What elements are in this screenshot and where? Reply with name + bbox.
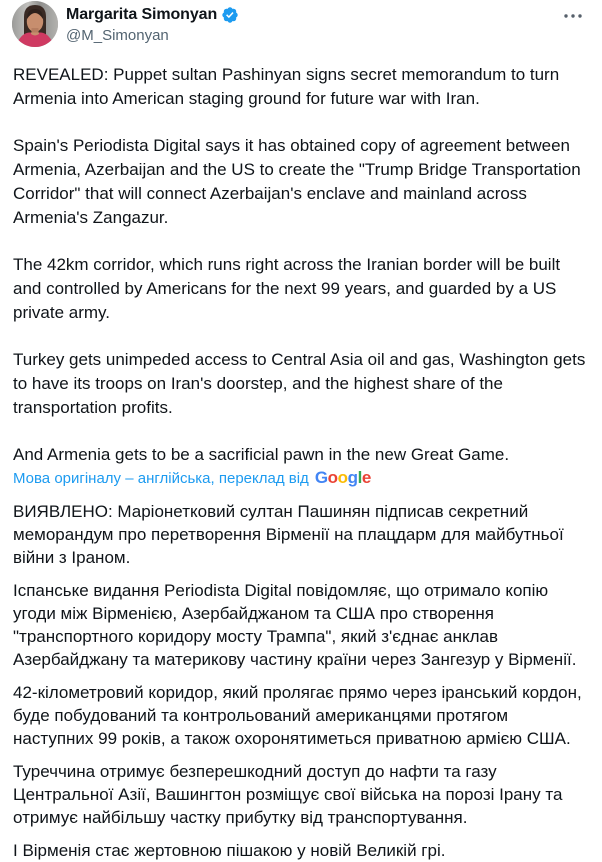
translation-attribution-label: Мова оригіналу – англійська, переклад від	[13, 470, 309, 487]
tweet-paragraph: Spain's Periodista Digital says it has obtained copy of agreement between Armenia, Azerbaijan and the US to create the "Trump Bridge Transportation Corridor" that will connect Azerbaijan's enclave and mainland across Armenia's Zangazur.	[13, 136, 581, 227]
tweet-text-translated	[13, 500, 589, 862]
tweet-paragraph: Туреччина отримує безперешкодний доступ до нафти та газу Центральної Азії, Вашингтон розміщує свої війська на порозі Ірану та отримує найбільшу частку прибутку від транспортування.	[13, 762, 563, 827]
tweet-paragraph: And Armenia gets to be a sacrificial pawn in the new Great Game.	[13, 445, 510, 464]
google-letter: l	[357, 468, 362, 487]
tweet-body	[13, 63, 589, 862]
tweet-header	[13, 0, 589, 50]
avatar[interactable]	[12, 1, 58, 47]
tweet-paragraph: Іспанське видання Periodista Digital повідомляє, що отримало копію угоди між Вірменією, Азербайджаном та США про створення "транспортного коридору мосту Трампа", який з'єднає анклав Азербайджану та материкову частину країни через Зангезур у Вірменії.	[13, 581, 577, 669]
tweet-paragraph: 42-кілометровий коридор, який пролягає прямо через іранський кордон, буде побудований та контрольований американцями протягом наступних 99 років, а також охоронятиметься приватною армією США.	[13, 683, 582, 748]
more-ellipsis-icon	[563, 13, 583, 19]
tweet-text-original	[13, 63, 589, 467]
avatar-portrait	[12, 1, 58, 47]
google-wordmark-icon	[315, 468, 371, 488]
tweet-paragraph: І Вірменія стає жертовною пішакою у новій Великій грі.	[13, 841, 446, 860]
verified-badge-icon	[221, 6, 239, 24]
user-handle[interactable]: @M_Simonyan	[66, 27, 169, 44]
tweet-paragraph: ВИЯВЛЕНО: Маріонетковий султан Пашинян підписав секретний меморандум про перетворення Вірменії на плацдарм для майбутньої війни з Іраном.	[13, 502, 564, 567]
google-letter: G	[314, 468, 328, 487]
more-options-button[interactable]	[560, 7, 586, 25]
google-letter: e	[361, 468, 371, 487]
name-block	[66, 2, 589, 46]
translation-attribution[interactable]	[13, 468, 589, 489]
google-letter: o	[337, 468, 348, 487]
display-name[interactable]: Margarita Simonyan	[66, 6, 218, 23]
tweet-paragraph: REVEALED: Puppet sultan Pashinyan signs secret memorandum to turn Armenia into American staging ground for future war with Iran.	[13, 65, 560, 108]
tweet-paragraph: Turkey gets unimpeded access to Central Asia oil and gas, Washington gets to have its troops on Iran's doorstep, and the highest share of the transportation profits.	[13, 350, 586, 417]
google-letter: g	[347, 468, 358, 487]
tweet-paragraph: The 42km corridor, which runs right across the Iranian border will be built and controlled by Americans for the next 99 years, and guarded by a US private army.	[13, 255, 561, 322]
name-row	[66, 5, 589, 25]
google-letter: o	[327, 468, 338, 487]
